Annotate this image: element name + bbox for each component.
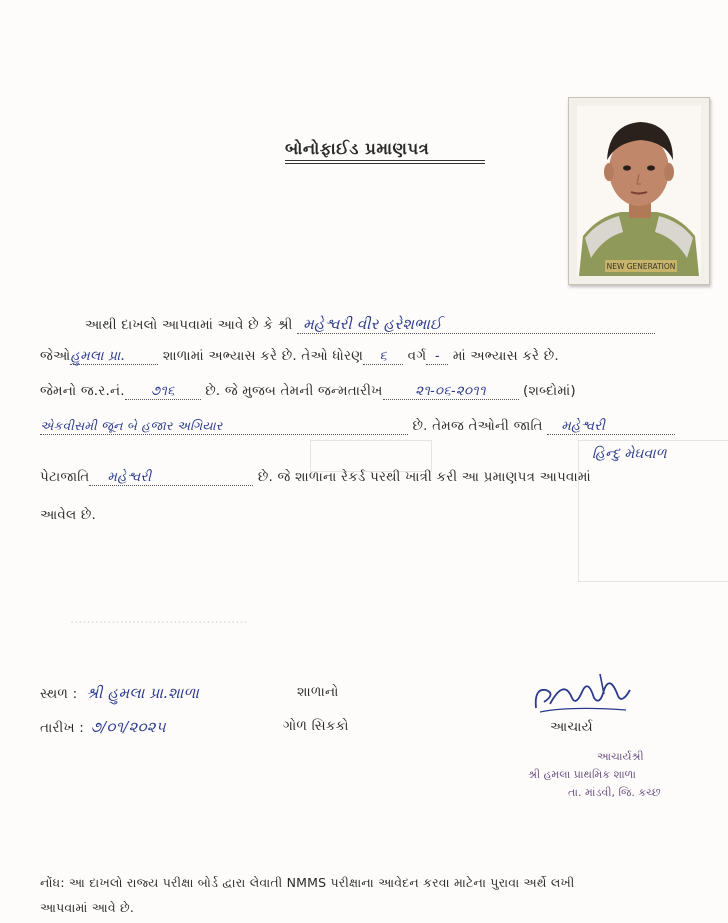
std-value: ૬ <box>379 348 388 364</box>
student-name: મહેશ્વરી વીર હરેશભાઈ <box>303 315 442 333</box>
round-seal-label: ગોળ સિકકો <box>283 718 349 734</box>
div-value: - <box>434 348 440 364</box>
place-row <box>40 684 199 702</box>
stamp-line-2: શ્રી હમલા પ્રાથમિક શાળા <box>528 768 636 781</box>
caste-field <box>547 418 675 435</box>
stamp-line-3: તા. માંડવી, જિ. કચ્છ <box>568 786 661 799</box>
principal-signature <box>530 668 640 718</box>
note-line-1: નોંધ: આ દાખલો રાજ્ય પરીક્ષા બોર્ડ દ્વારા લેવાતી NMMS પરીક્ષાના આવેદન કરવા માટેના પુરાવા અર્થે લખી <box>40 875 575 890</box>
body-line-3 <box>40 383 576 400</box>
school-field <box>70 348 158 365</box>
line2-mid1: શાળામાં અભ્યાસ કરે છે. તેઓ ધોરણ <box>162 348 364 364</box>
subcaste-value: મહેશ્વરી <box>107 469 152 485</box>
student-photo <box>568 97 710 285</box>
body-line-2 <box>40 348 559 365</box>
bleed-through-box-2 <box>310 440 432 472</box>
bleed-through-text: ........................................... <box>70 612 248 627</box>
body-line-6: આવેલ છે. <box>40 507 97 523</box>
line2-prefix: જેઓ <box>40 348 71 364</box>
grno-value: ૭૧૬ <box>150 383 175 399</box>
body-line-5 <box>40 469 591 486</box>
dob-words: એકવીસમી જૂન બે હજાર અગિયાર <box>40 418 223 433</box>
title-underline <box>285 160 485 161</box>
student-photo-image <box>569 98 709 284</box>
date-label: તારીખ : <box>40 720 85 736</box>
stamp-line-1: આચાર્યશ્રી <box>597 750 644 763</box>
caste-value: મહેશ્વરી <box>561 418 606 434</box>
student-name-field <box>297 315 655 334</box>
caste-note: હિન્દુ મેઘવાળ <box>592 446 667 462</box>
body-line-4 <box>40 418 675 435</box>
line3-suffix: (શબ્દોમાં) <box>523 383 576 399</box>
line1-prefix: આથી દાખલો આપવામાં આવે છે કે શ્રી <box>85 317 293 333</box>
principal-label: આચાર્ય <box>550 719 593 735</box>
line2-mid2: વર્ગ <box>407 348 427 364</box>
shirt-text: NEW GENERATION <box>606 262 676 271</box>
dob-field <box>383 383 519 400</box>
body-line-1 <box>85 315 655 334</box>
school-name: હુમલા પ્રા. <box>70 348 125 364</box>
std-field <box>363 348 403 365</box>
dob-words-field <box>40 418 408 435</box>
signature-scribble <box>530 668 640 718</box>
place-value: શ્રી હુમલા પ્રા.શાળા <box>85 684 200 702</box>
title-underline <box>285 163 485 164</box>
subcaste-field <box>89 469 253 486</box>
note-line-2: આપવામાં આવે છે. <box>40 900 135 915</box>
line5-suffix: છે. જે શાળાના રેકર્ડ પરથી ખાત્રી કરી આ પ્રમાણપત્ર આપવામાં <box>257 469 591 485</box>
school-seal-label: શાળાનો <box>297 684 339 700</box>
date-value: ૭/૦૧/૨૦૨૫ <box>90 718 166 736</box>
grno-field <box>125 383 201 400</box>
div-field <box>426 348 448 365</box>
line5-prefix: પેટાજાતિ <box>40 469 90 485</box>
place-label: સ્થળ : <box>40 686 78 702</box>
line3-mid: છે. જે મુજબ તેમની જન્મતારીખ <box>205 383 383 399</box>
line2-suffix: માં અભ્યાસ કરે છે. <box>452 348 559 364</box>
page-title: બોનોફાઈડ પ્રમાણપત્ર <box>285 139 430 158</box>
date-row <box>40 718 166 736</box>
line4-mid: છે. તેમજ તેઓની જાતિ <box>412 418 543 434</box>
line3-prefix: જેમનો જ.ર.નં. <box>40 383 125 399</box>
dob-value: ૨૧-૦૬-૨૦૧૧ <box>415 383 486 399</box>
